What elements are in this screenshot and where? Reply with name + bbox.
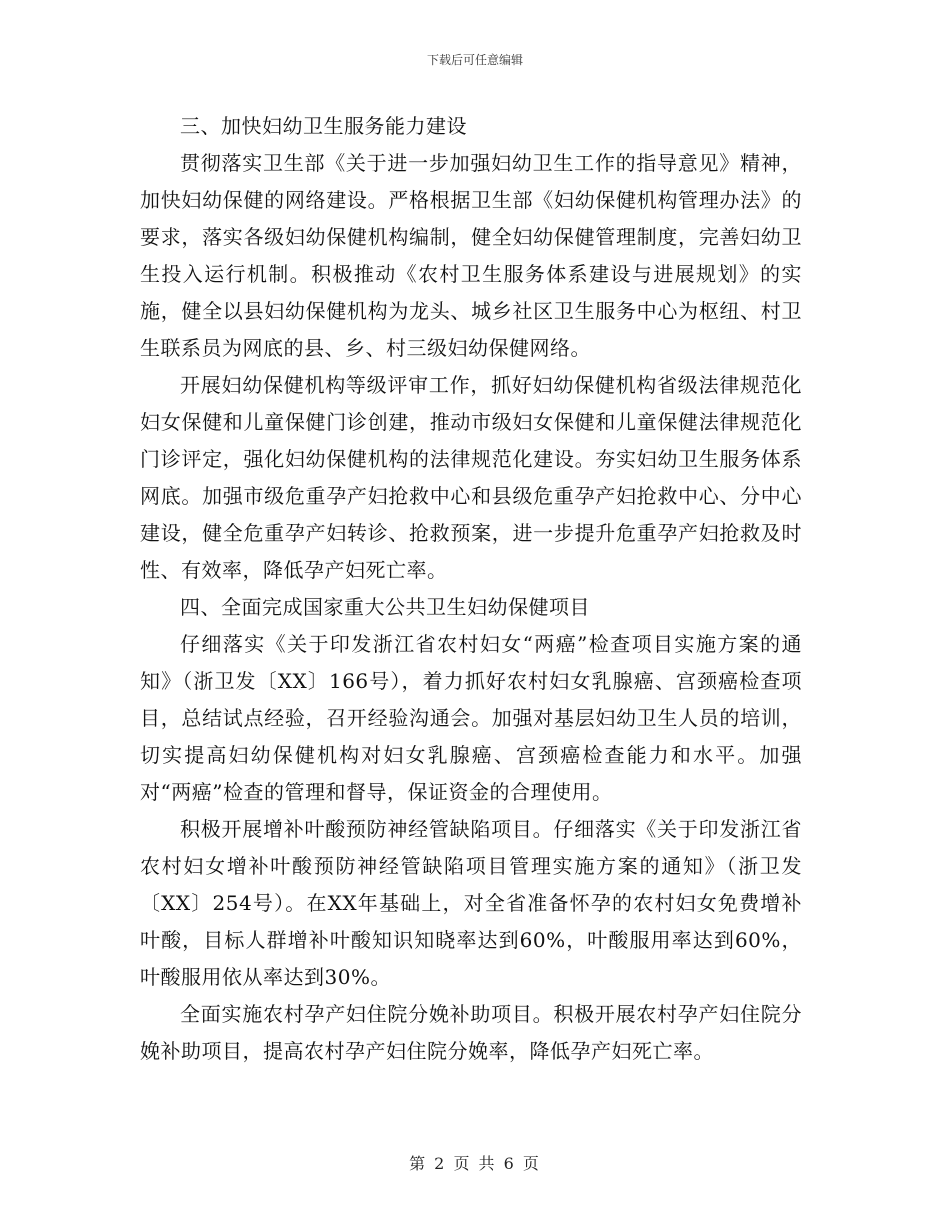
page-footer: 第 2 页 共 6 页 <box>409 1154 541 1173</box>
paragraph: 积极开展增补叶酸预防神经管缺陷项目。仔细落实《关于印发浙江省农村妇女增补叶酸预防神经管缺陷项目管理实施方案的通知》（浙卫发〔XX〕254号）。在XX年基础上，对全省准备怀孕的农村妇女免费增补叶酸，目标人群增补叶酸知识知晓率达到60%，叶酸服用率达到60%，叶酸服用依从率达到30%。 <box>140 817 802 989</box>
paragraph: 仔细落实《关于印发浙江省农村妇女“两癌”检查项目实施方案的通知》（浙卫发〔XX〕166号），着力抓好农村妇女乳腺癌、宫颈癌检查项目，总结试点经验，召开经验沟通会。加强对基层妇幼卫生人员的培训，切实提高妇幼保健机构对妇女乳腺癌、宫颈癌检查能力和水平。加强对“两癌”检查的管理和督导，保证资金的合理使用。 <box>140 632 802 804</box>
document-body <box>140 108 802 1070</box>
paragraph: 贯彻落实卫生部《关于进一步加强妇幼卫生工作的指导意见》精神，加快妇幼保健的网络建设。严格根据卫生部《妇幼保健机构管理办法》的要求，落实各级妇幼保健机构编制，健全妇幼保健管理制度，完善妇幼卫生投入运行机制。积极推动《农村卫生服务体系建设与进展规划》的实施，健全以县妇幼保健机构为龙头、城乡社区卫生服务中心为枢纽、村卫生联系员为网底的县、乡、村三级妇幼保健网络。 <box>140 151 802 360</box>
paragraph: 开展妇幼保健机构等级评审工作，抓好妇幼保健机构省级法律规范化妇女保健和儿童保健门诊创建，推动市级妇女保健和儿童保健法律规范化门诊评定，强化妇幼保健机构的法律规范化建设。夯实妇幼卫生服务体系网底。加强市级危重孕产妇抢救中心和县级危重孕产妇抢救中心、分中心建设，健全危重孕产妇转诊、抢救预案，进一步提升危重孕产妇抢救及时性、有效率，降低孕产妇死亡率。 <box>140 373 802 582</box>
paragraph: 全面实施农村孕产妇住院分娩补助项目。积极开展农村孕产妇住院分娩补助项目，提高农村孕产妇住院分娩率，降低孕产妇死亡率。 <box>140 1002 802 1063</box>
page-header: 下载后可任意编辑 <box>426 53 523 67</box>
section-heading-4: 四、全面完成国家重大公共卫生妇幼保健项目 <box>180 595 590 619</box>
section-heading-3: 三、加快妇幼卫生服务能力建设 <box>180 114 467 138</box>
